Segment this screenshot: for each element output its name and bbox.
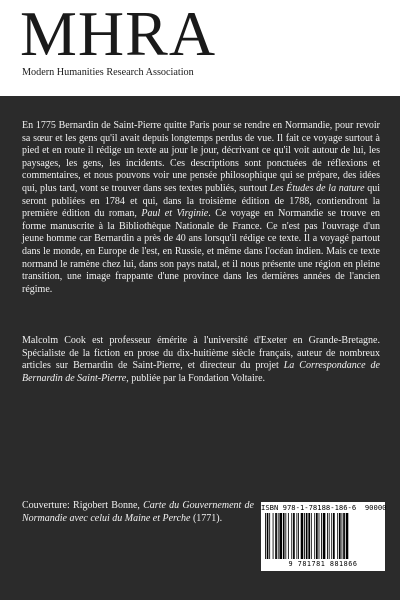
barcode-stripe xyxy=(265,513,266,559)
bio-text-2: , publiée par la Fondation Voltaire. xyxy=(126,372,266,384)
barcode-stripe xyxy=(311,513,312,559)
barcode-stripe xyxy=(308,513,310,559)
barcode-stripe xyxy=(339,513,341,559)
bio-project-title: La Correspondance de Bernardin de Saint-Pierre xyxy=(22,360,380,384)
description-title-paul: Paul et Virginie xyxy=(141,208,209,220)
barcode-stripe xyxy=(298,513,299,559)
book-description xyxy=(22,120,380,296)
mhra-logo: MHRA xyxy=(20,0,217,69)
barcode-stripe xyxy=(346,513,349,559)
barcode-stripe xyxy=(337,513,338,559)
author-bio xyxy=(22,335,380,385)
cover-credit xyxy=(22,500,254,525)
barcode-stripe xyxy=(269,513,270,559)
barcode-stripe xyxy=(342,513,343,559)
credit-map-title: Carte du Gouvernement de Normandie avec celui du Maine et Perche xyxy=(22,500,254,524)
barcode-stripe xyxy=(327,513,328,559)
barcode-stripe xyxy=(306,513,308,559)
barcode-stripe xyxy=(331,513,332,559)
barcode-stripe xyxy=(285,513,286,559)
credit-text-2: (1771). xyxy=(190,512,223,524)
isbn-label: ISBN 978-1-78188-186-6 90000 xyxy=(261,503,387,512)
description-text-1: En 1775 Bernardin de Saint-Pierre quitte Paris pour se rendre en Normandie, pour revoir sa sœur et les gens qu'il avait depuis longtemps perdus de vue. Il fait ce voyage surtout à pied et en route il rédige un texte au jour le jour, décrivant ce qu'il voit autour de lui, les paysages, les gens, les incidents. Ces descriptions sont ponctuées de réflexions et commentaires, et nous pouvons voir une pensée philosophique qui se prépare, des idées qui, plus tard, vont se trouver dans ses textes publiés, surtout xyxy=(22,120,380,194)
barcode-stripe xyxy=(323,513,326,559)
barcode-stripe xyxy=(333,513,335,559)
barcode-stripe xyxy=(283,513,285,559)
barcode-stripe xyxy=(301,513,304,559)
bio-text-1: Malcolm Cook est professeur émérite à l'université d'Exeter en Grande-Bretagne. Spécialiste de la fiction en prose du dix-huitième siècle français, auteur de nombreux articles sur Bernardin de Saint-Pierre, et directeur du projet xyxy=(22,335,380,372)
barcode-stripe xyxy=(296,513,297,559)
barcode-stripe xyxy=(288,513,289,559)
ean-number: 9 781781 881866 xyxy=(288,560,358,568)
barcode-stripe xyxy=(329,513,330,559)
description-text-2: qui seront publiées en 1784 et qui, dans la troisième édition de 1788, contiendront la première édition du roman, xyxy=(22,182,380,220)
barcode-stripe xyxy=(291,513,292,559)
barcode-stripe xyxy=(273,513,274,559)
barcode-bars xyxy=(263,513,383,559)
header-band xyxy=(0,0,400,96)
description-text-3: . Ce voyage en Normandie se trouve en forme manuscrite à la Bibliothèque Nationale de France. Ce n'est pas l'ouvrage d'un jeune homme car Bernardin a près de 40 ans lorsqu'il rédige ce texte. Il a voyagé partout dans le monde, en Europe de l'est, en Russie, et même dans l'océan indien. Mais ce texte normand le ramène chez lui, dans son pays natal, et il nous présente une région en pleine transition, une image frappante d'une province dans les dernières années de l'ancien régime. xyxy=(22,208,381,295)
barcode-stripe xyxy=(279,513,282,559)
barcode-stripe xyxy=(319,513,320,559)
barcode-stripe xyxy=(293,513,295,559)
barcode-stripe xyxy=(304,513,305,559)
credit-text-1: Couverture: Rigobert Bonne, xyxy=(22,500,144,511)
organization-name: Modern Humanities Research Association xyxy=(22,67,194,78)
barcode-stripe xyxy=(314,513,315,559)
price-code: 90000 xyxy=(364,503,387,512)
barcode-stripe xyxy=(343,513,345,559)
barcode-stripe xyxy=(275,513,277,559)
isbn-barcode xyxy=(261,502,385,571)
description-title-etudes: Les Études de la nature xyxy=(269,182,365,194)
barcode-stripe xyxy=(267,513,269,559)
barcode-stripe xyxy=(321,513,322,559)
barcode-stripe xyxy=(278,513,279,559)
barcode-stripe xyxy=(316,513,318,559)
